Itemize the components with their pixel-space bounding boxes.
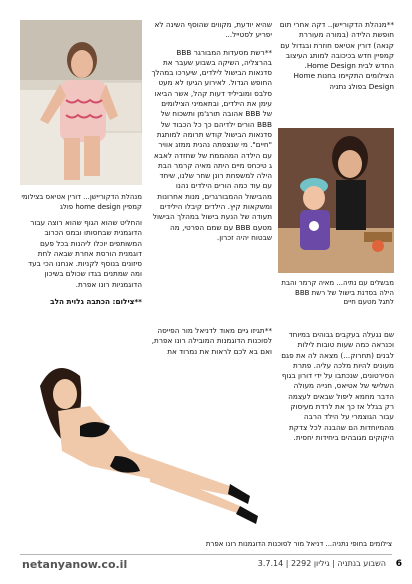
footer-issue: השבוע בנתניה | גיליון 2292 | 3.7.14 [257,559,386,568]
dorin-paragraph: **מנהלת הדקוריישן.. דקה אחרי תום חופשת הלידה (במורה מעוררת קנאה) דורין אטיאס חוזרת ובגדול עם קמפיין חדש בכיכובה למותג העיצוב החדש לבית Home Design. הצילומים התקיימו בחנות Home Design בפולג נתניה [279,20,394,91]
maya-photo-caption: מבשלים עם נתיה... מאיה קרמר והבת הילה בסדנת בישול של רשת BBB לתגל מטעם חיים [281,279,394,306]
photo-credit-paragraph: **צילום: הכתבה גלוית הלב [50,297,142,307]
ronu-efrat-paragraph: והחליט שהוא הגוף שהוא רוצה עבור הדוגמנית שבחסותו ובמס הכרוב המשותפים יוכלו ליהנות בכל פעם דוגמנית הורסת אחרת שבאה לחת סיזונים בנוסף לקניות. אנחנו הכי בעד ומה שמתנים בגדו שכולם בשיכון הדוגמניות רונו אפרת. [28,218,142,289]
page-footer [0,554,412,576]
middle-column [150,20,272,250]
page-number: 6 [395,559,402,569]
right-column-lower [278,330,394,450]
footer-divider [20,554,392,555]
maya-kramer-photo [278,128,394,273]
left-column-middle [20,218,142,314]
right-column-top [278,20,394,99]
daniel-mor-photo [20,356,274,532]
daniel-shoot-paragraph: שם נגעלה בעקבים גבוהים במיוחד וכנראה כמה שעות טובות לילות לבנים (תחרוק...) מצאה לה את פגם מעונים להיות מלכה עליה. פתרת הסירטונים, שנכתבו על ידי דורון בגוף השלישי של אטיאס, חנייה מעולה הדבר מחמא ליפול שבאים לעצמה רק בגלל אז כך את לרדת מעיסוק עבור הגוצמרי על הילד הרבה מהמיוחדות הם שהבנה לכל צדקת היקוקים מגובהים ביחידות יחסית. [281,330,394,442]
daniel-mor-paragraph: **תגיזו גיים מאוד לדניאל מור הפייסה לסוכנות הדוגמנות המובילה רונו אפרת, ואם בא לכם לראות את נמרוד את [151,326,272,356]
daniel-photo-caption: צילומים בחופי נתניה... דניאל מור לסוכנות הדוגמנות רונו אפרת [205,540,392,548]
dorin-photo-caption: מנהלת הדקוריישן... דורין אטיאס בצילומי קמפיין home design פולג [21,193,142,211]
bbb-paragraph: **רשת מסעדות המבורגר BBB בהרצליה, השיקה בשבוע שעבר את סדנאות הבישול לילדים, שיערכו במהלך החופש הגדול. לאירוע הגיעו לא מעט סלבס ומוביליד דעות קהל, אשר הביאו עימן את הילדים, ובתאמיני הצילומים של BBB אהובה תורג'מן ותשכוח של BBB הורים ילדיהם כך כל הכבוד של סדנאות הבישול קודש תרומה למותגת "חיים". מי שנצפתה נהנית ממזג אוויר עם הילדה המהממת של שחזדה לאבא ג טיכחס מיים היתה מאיה קרמר הבת הילה למשפחת רונן שחר שלנו, שיחד עם עוד כמה הורים הילדים נהנו מהבישול ההמבורגרים, מנות אחרונות ומשקאות קיץ. הילדים קיבלו הילידים תעודה של הנעת בישול במהלך הבישול מטעם BBB עם שמם הפרטי, מה שבטוח יהיה זכרון. [151,47,272,242]
footer-site[interactable]: netanyanow.co.il [22,558,128,571]
middle-intro-paragraph: שהיא יודעת, מקווים שהוסף השינה לא יפריע לסטייל... [154,20,272,40]
dorin-atias-photo [20,20,142,185]
